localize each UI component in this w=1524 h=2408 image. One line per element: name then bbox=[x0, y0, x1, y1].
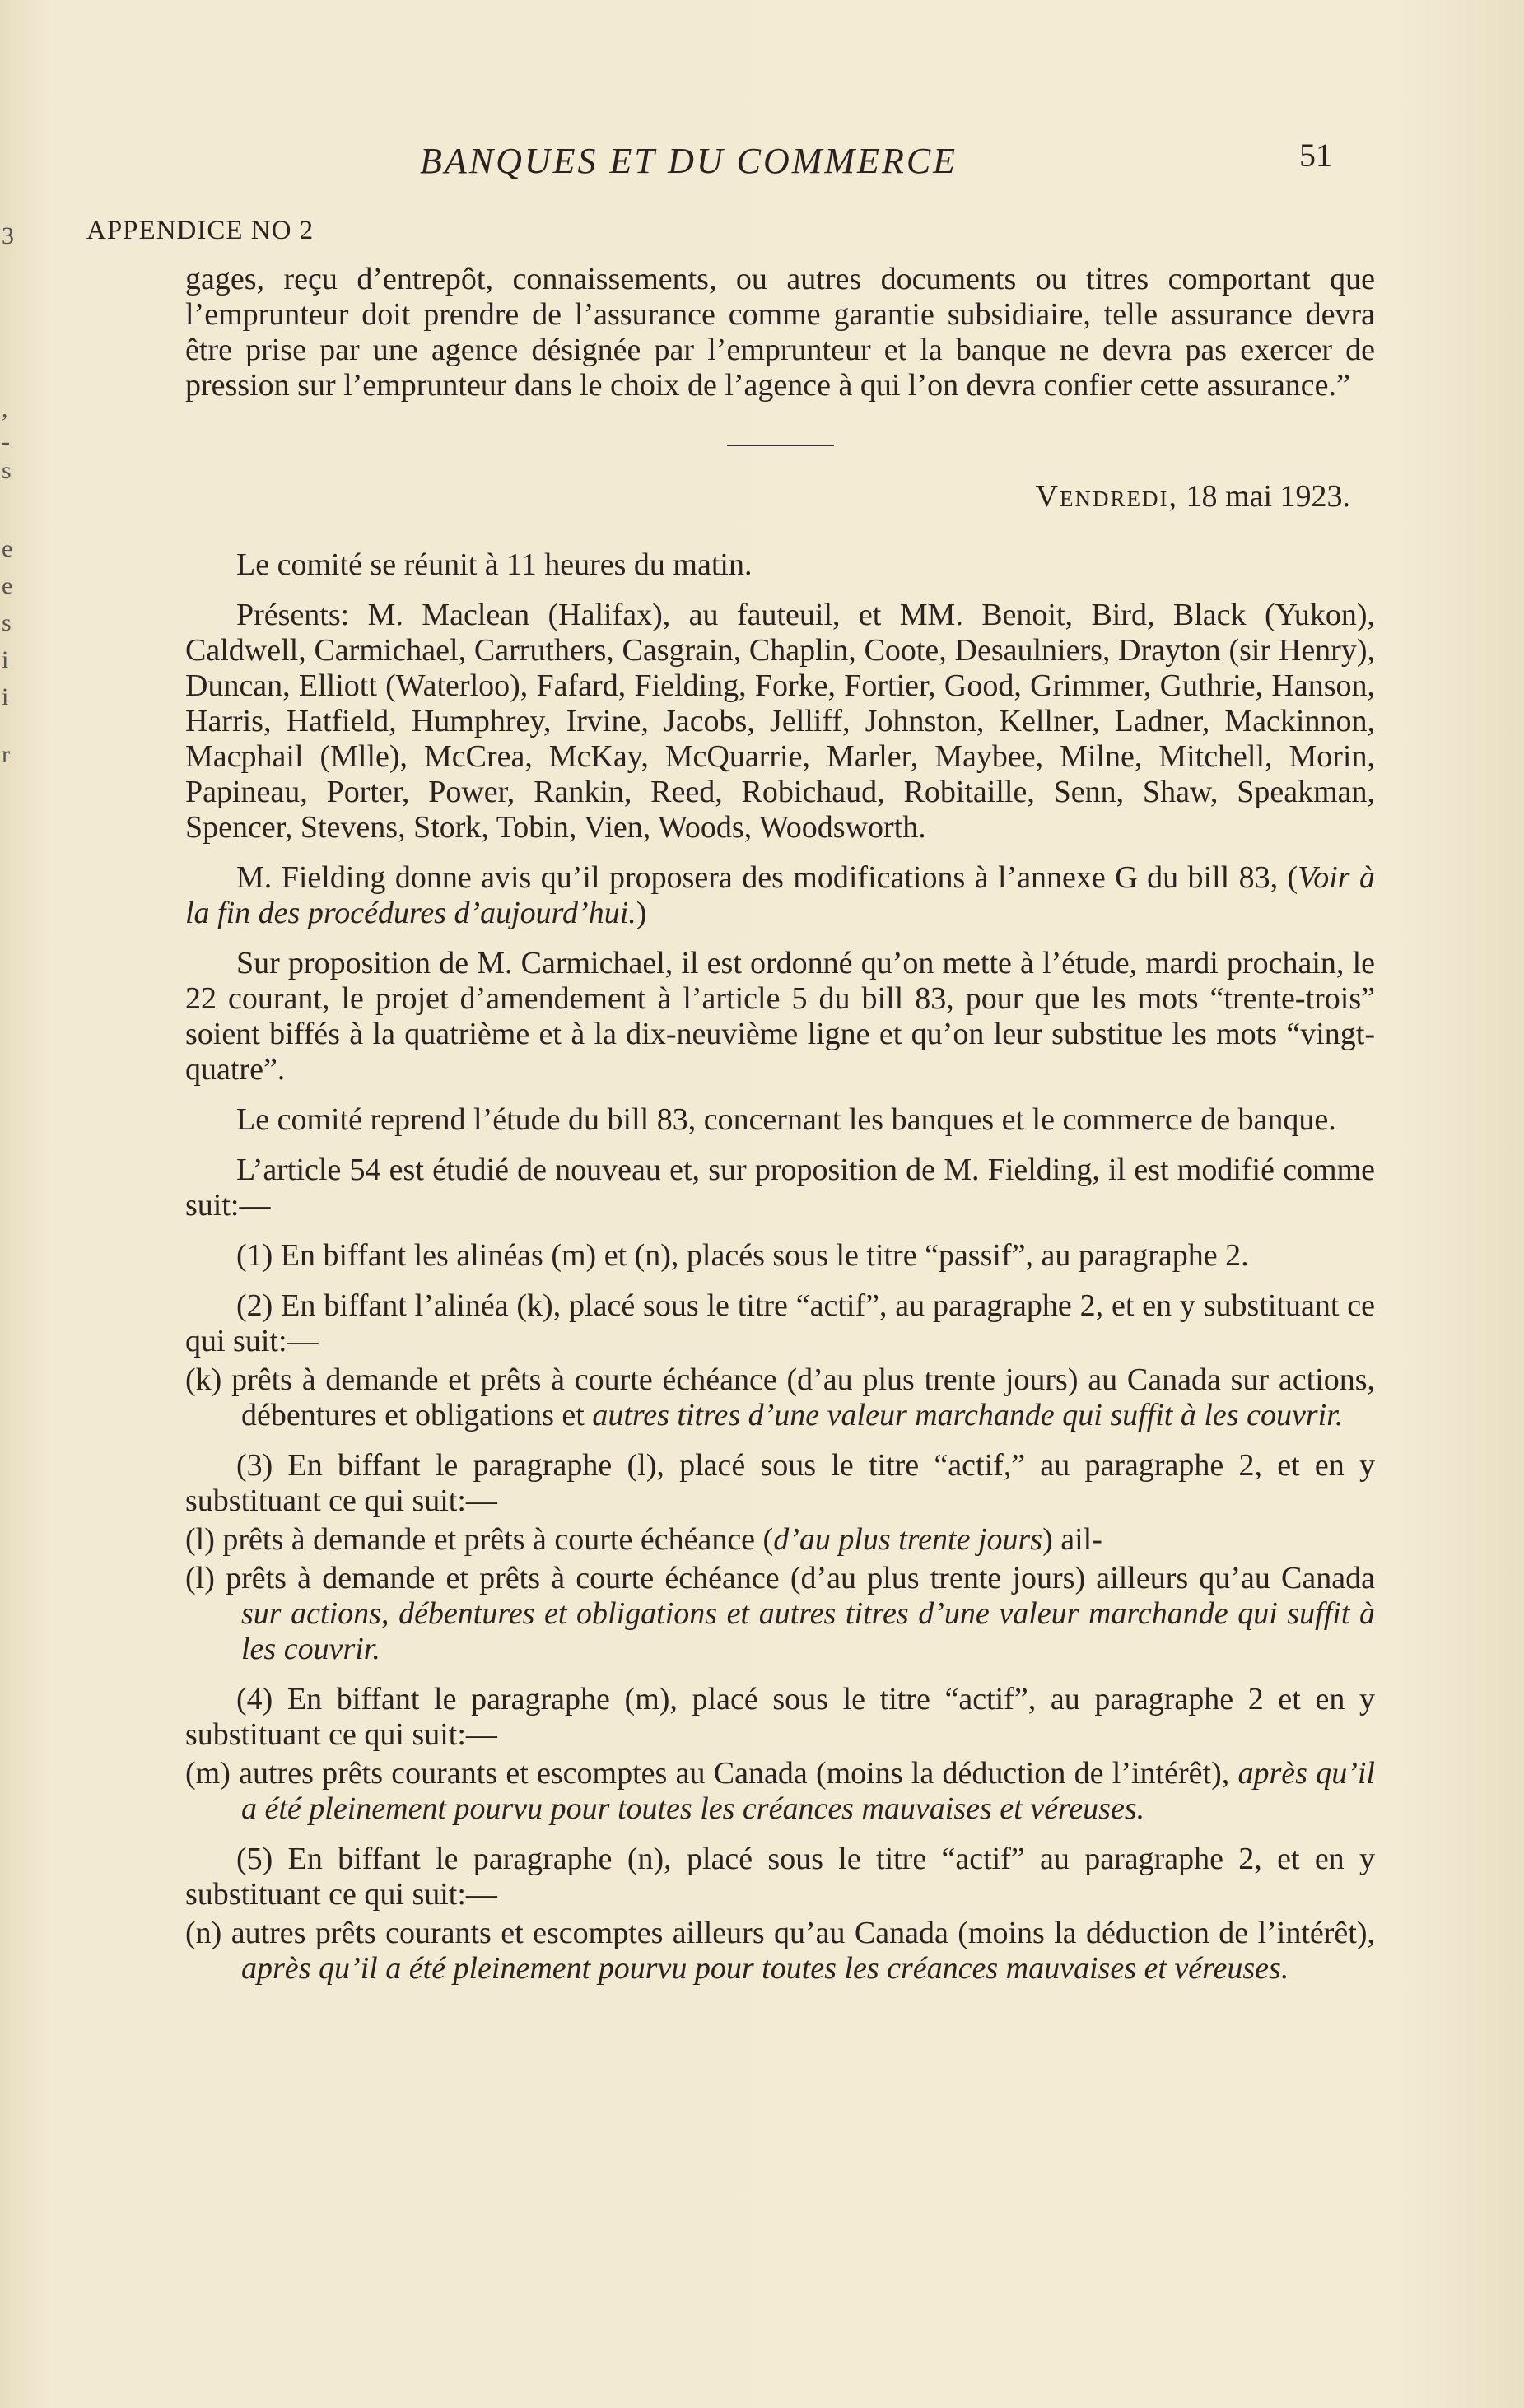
amendment-3 bbox=[185, 1448, 1375, 1667]
amendment-1 bbox=[185, 1238, 1375, 1274]
margin-mark: 3 bbox=[2, 222, 14, 249]
carmichael-motion: Sur proposition de M. Carmichael, il est ordonné qu’on mette à l’étude, mardi prochain, le 22 courant, le projet d’amendement à l’article 5 du bill 83, pour que les mots “trente-trois” soient biffés à la quatrième et à la dix-neuvième ligne et qu’on leur substitue les mots “vingt-quatre”. bbox=[185, 946, 1375, 1087]
resume-study: Le comité reprend l’étude du bill 83, concernant les banques et le commerce de banque. bbox=[236, 1102, 1336, 1137]
amendment-5 bbox=[185, 1842, 1375, 1986]
subclause-italic: après qu’il a été pleinement pourvu pour toutes les créances mauvaises et véreuses. bbox=[241, 1951, 1289, 1986]
session-date bbox=[185, 479, 1375, 515]
article-54-intro: L’article 54 est étudié de nouveau et, sur proposition de M. Fielding, il est modifié comme suit:— bbox=[185, 1153, 1375, 1223]
margin-mark: e bbox=[2, 572, 13, 599]
margin-mark: r bbox=[2, 741, 10, 768]
margin-mark: s bbox=[2, 609, 12, 636]
running-header-title: BANQUES ET DU COMMERCE bbox=[420, 141, 958, 181]
subclause-italic: d’au plus trente jours bbox=[773, 1522, 1043, 1557]
subclause-italic: sur actions, débentures et obligations et autres titres d’une valeur marchande qui suffit à les couvrir. bbox=[241, 1596, 1375, 1666]
subclause-text: (l) prêts à demande et prêts à courte échéance (d’au plus trente jours) ailleurs qu’au Canada bbox=[185, 1561, 1375, 1595]
subclause-text: (k) prêts à demande et prêts à courte échéance (d’au plus trente jours) au Canada sur actions, débentures et obligations et bbox=[185, 1362, 1375, 1432]
subclause-text: (l) prêts à demande et prêts à courte échéance ( bbox=[185, 1522, 774, 1557]
session-day: 18 mai 1923. bbox=[1186, 479, 1350, 514]
amendment-text: (2) En biffant l’alinéa (k), placé sous le titre “actif”, au paragraphe 2, et en y substituant ce qui suit:— bbox=[185, 1288, 1375, 1358]
appendix-label: APPENDICE NO 2 bbox=[86, 216, 315, 245]
amendment-text: (3) En biffant le paragraphe (l), placé sous le titre “actif,” au paragraphe 2, et en y substituant ce qui suit:— bbox=[185, 1448, 1375, 1518]
page-number: 51 bbox=[1299, 137, 1332, 174]
intro-paragraph: gages, reçu d’entrepôt, connaissements, ou autres documents ou titres comportant que l’emprunteur doit prendre de l’assurance comme garantie subsidiaire, telle assurance devra être prise par une agence désignée par l’emprunteur et la banque ne devra pas exercer de pression sur l’emprunteur dans le choix de l’agence à qui l’on devra confier cette assurance.” bbox=[185, 262, 1375, 403]
subclause-italic: autres titres d’une valeur marchande qui suffit à les couvrir. bbox=[592, 1398, 1344, 1432]
margin-mark: s bbox=[2, 457, 12, 484]
amendment-subclause bbox=[185, 1362, 1375, 1433]
amendment-subclause bbox=[185, 1916, 1375, 1986]
amendment-4 bbox=[185, 1682, 1375, 1827]
subclause-text: (m) autres prêts courants et escomptes au Canada (moins la déduction de l’intérêt), bbox=[185, 1756, 1238, 1791]
amendment-text: (4) En biffant le paragraphe (m), placé sous le titre “actif”, au paragraphe 2 et en y substituant ce qui suit:— bbox=[185, 1682, 1375, 1752]
margin-mark: , bbox=[2, 395, 8, 422]
fielding-notice-end: ) bbox=[636, 896, 647, 930]
attendance-list: Présents: M. Maclean (Halifax), au fauteuil, et MM. Benoit, Bird, Black (Yukon), Caldwell, Carmichael, Carruthers, Casgrain, Chaplin, Coote, Desaulniers, Drayton (sir Henry), Duncan, Elliott (Waterloo), Fafard, Fielding, Forke, Fortier, Good, Grimmer, Guthrie, Hanson, Harris, Hatfield, Humphrey, Irvine, Jacobs, Jelliff, Johnston, Kellner, Ladner, Mackinnon, Macphail (Mlle), McCrea, McKay, McQuarrie, Marler, Maybee, Milne, Mitchell, Morin, Papineau, Porter, Power, Rankin, Reed, Robichaud, Robitaille, Senn, Shaw, Speakman, Spencer, Stevens, Stork, Tobin, Vien, Woods, Woodsworth. bbox=[185, 598, 1375, 845]
subclause-end: ) ail- bbox=[1042, 1522, 1102, 1557]
margin-mark: e bbox=[2, 535, 13, 562]
amendment-2 bbox=[185, 1288, 1375, 1433]
amendment-subclause bbox=[185, 1756, 1375, 1827]
margin-mark: i bbox=[2, 683, 9, 710]
amendment-text: (5) En biffant le paragraphe (n), placé sous le titre “actif” au paragraphe 2, et en y substituant ce qui suit:— bbox=[185, 1842, 1375, 1912]
subclause-italic: après qu’il a été pleinement pourvu pour toutes les créances mauvaises et véreuses. bbox=[241, 1756, 1375, 1826]
margin-mark: - bbox=[2, 428, 10, 455]
subclause-text: (n) autres prêts courants et escomptes ailleurs qu’au Canada (moins la déduction de l’intérêt), bbox=[185, 1916, 1375, 1950]
session-weekday: Vendredi, bbox=[1035, 479, 1179, 514]
document-body bbox=[185, 262, 1375, 2001]
amendment-text: (1) En biffant les alinéas (m) et (n), placés sous le titre “passif”, au paragraphe 2. bbox=[236, 1238, 1249, 1273]
fielding-notice-text: M. Fielding donne avis qu’il proposera des modifications à l’annexe G du bill 83, ( bbox=[236, 860, 1298, 895]
amendment-subclause bbox=[185, 1522, 1375, 1558]
section-divider bbox=[727, 445, 834, 446]
amendment-subclause bbox=[185, 1561, 1375, 1667]
meeting-time: Le comité se réunit à 11 heures du matin. bbox=[236, 547, 753, 582]
fielding-notice-ref: Voir à la fin des procédures d’aujourd’hui. bbox=[185, 860, 1375, 930]
margin-mark: i bbox=[2, 646, 9, 673]
fielding-notice bbox=[185, 860, 1375, 931]
